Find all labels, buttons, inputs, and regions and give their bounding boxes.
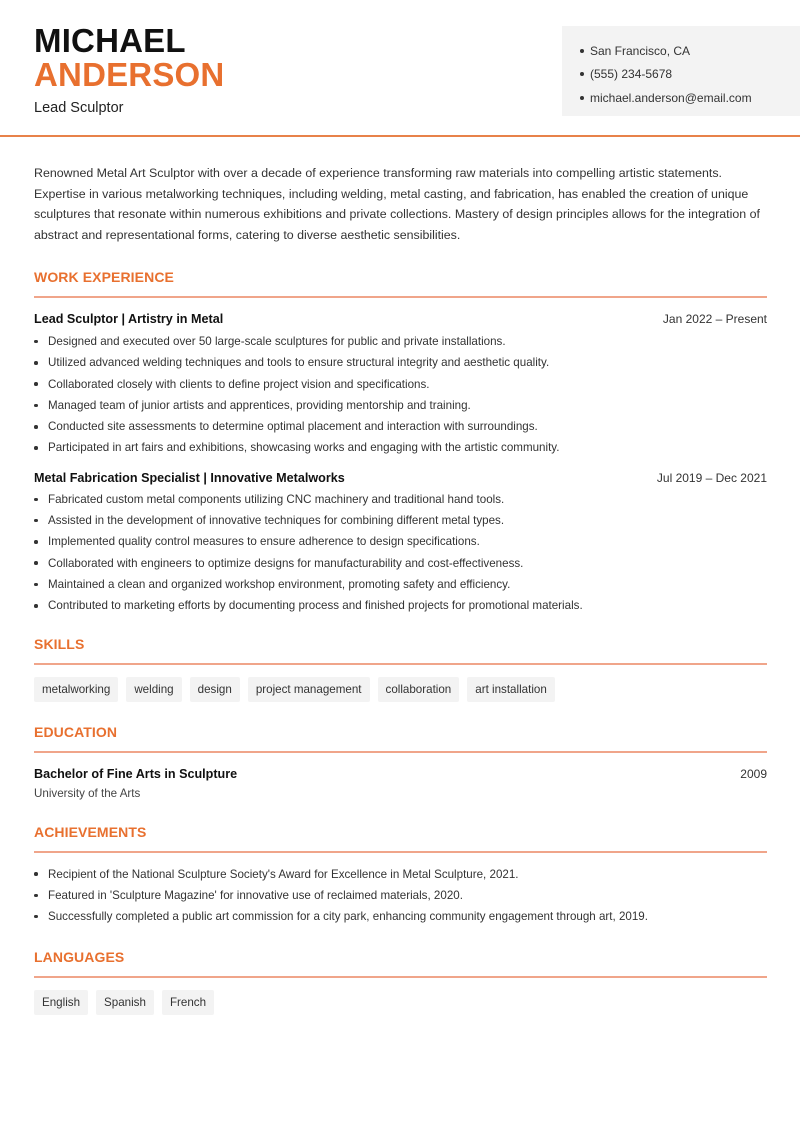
bullet-icon — [34, 446, 38, 450]
list-item — [34, 352, 767, 373]
skill-tag: design — [190, 677, 240, 702]
section-divider — [34, 296, 767, 298]
list-item-text: Designed and executed over 50 large-scale sculptures for public and private installations. — [48, 334, 506, 348]
list-item-text: Conducted site assessments to determine optimal placement and interaction with surroundings. — [48, 420, 538, 434]
last-name: ANDERSON — [34, 56, 225, 93]
bullet-icon — [34, 404, 38, 408]
phone-text: (555) 234-5678 — [590, 67, 673, 82]
skill-tags — [34, 677, 767, 702]
language-tag: English — [34, 990, 88, 1015]
list-item-text: Fabricated custom metal components utilizing CNC machinery and traditional hand tools. — [48, 492, 505, 506]
list-item-text: Assisted in the development of innovative techniques for combining different metal types. — [48, 514, 505, 528]
list-item-text: Maintained a clean and organized workshop environment, promoting safety and efficiency. — [48, 577, 511, 591]
list-item — [34, 437, 767, 458]
list-item — [34, 395, 767, 416]
list-item-text: Collaborated with engineers to optimize designs for manufacturability and cost-effectiveness. — [48, 556, 524, 570]
job-header — [34, 471, 767, 485]
skill-tag: metalworking — [34, 677, 118, 702]
bullet-icon — [34, 915, 38, 919]
education-header — [34, 767, 767, 781]
list-item — [34, 595, 767, 616]
bullet-icon — [34, 583, 38, 587]
bullet-icon — [34, 894, 38, 898]
list-item — [34, 489, 767, 510]
list-item-text: Implemented quality control measures to ensure adherence to design specifications. — [48, 535, 480, 549]
list-item-text: Successfully completed a public art commission for a city park, enhancing community engagement through art, 2019. — [48, 910, 648, 924]
job-dates: Jul 2019 – Dec 2021 — [656, 470, 767, 485]
bullet-icon — [34, 361, 38, 365]
achievement-list — [34, 863, 767, 927]
first-name: MICHAEL — [34, 22, 186, 59]
list-item — [34, 863, 767, 884]
bullet-icon — [580, 72, 584, 76]
bullet-icon — [34, 498, 38, 502]
bullet-icon — [34, 340, 38, 344]
section-work-experience — [34, 269, 767, 617]
list-item — [34, 510, 767, 531]
section-skills — [34, 636, 767, 702]
language-tag: French — [162, 990, 214, 1015]
list-item — [34, 574, 767, 595]
contact-email — [580, 86, 800, 110]
list-item — [34, 885, 767, 906]
name-block — [34, 24, 224, 116]
section-divider — [34, 663, 767, 665]
list-item-text: Utilized advanced welding techniques and tools to ensure structural integrity and aesthetic quality. — [48, 356, 550, 370]
section-title: EDUCATION — [34, 724, 118, 741]
summary: Renowned Metal Art Sculptor with over a decade of experience transforming raw materials into compelling artistic statements. Expertise in various metalworking techniques, including welding, metal casting, and fabrication, has enabled the creation of unique sculptures that resonate within numerous exhibitions and private collections. Mastery of design principles allows for the integration of abstract and representational forms, catering to diverse aesthetic sensibilities. — [34, 166, 760, 243]
list-item — [34, 416, 767, 437]
job-dates: Jan 2022 – Present — [662, 311, 767, 326]
section-title: LANGUAGES — [34, 949, 125, 966]
contact-phone — [580, 63, 800, 87]
section-divider — [34, 976, 767, 978]
job-header — [34, 312, 767, 326]
section-title: WORK EXPERIENCE — [34, 268, 174, 285]
job-entry — [34, 471, 767, 617]
location-text: San Francisco, CA — [590, 43, 691, 58]
job-bullets — [34, 489, 767, 617]
list-item-text: Recipient of the National Sculpture Society's Award for Excellence in Metal Sculpture, 2021. — [48, 867, 519, 881]
bullet-icon — [34, 561, 38, 565]
list-item-text: Featured in 'Sculpture Magazine' for innovative use of reclaimed materials, 2020. — [48, 888, 463, 902]
job-title: Lead Sculptor — [34, 100, 124, 116]
resume-body — [34, 163, 767, 1015]
skill-tag: project management — [248, 677, 370, 702]
skill-tag: welding — [126, 677, 181, 702]
contact-box — [562, 26, 800, 116]
language-tag: Spanish — [96, 990, 154, 1015]
bullet-icon — [34, 519, 38, 523]
resume-header — [0, 0, 800, 137]
list-item — [34, 331, 767, 352]
list-item-text: Collaborated closely with clients to define project vision and specifications. — [48, 377, 430, 391]
list-item-text: Participated in art fairs and exhibitions, showcasing works and engaging with the artistic community. — [48, 441, 560, 455]
list-item — [34, 373, 767, 394]
list-item — [34, 531, 767, 552]
education-year: 2009 — [740, 767, 767, 782]
bullet-icon — [580, 49, 584, 53]
job-bullets — [34, 331, 767, 459]
email-text: michael.anderson@email.com — [590, 90, 752, 105]
section-achievements — [34, 824, 767, 927]
section-languages — [34, 949, 767, 1015]
skill-tag: collaboration — [378, 677, 460, 702]
section-education — [34, 724, 767, 800]
list-item — [34, 906, 767, 927]
contact-location — [580, 39, 800, 63]
skill-tag: art installation — [467, 677, 555, 702]
job-entry — [34, 312, 767, 459]
bullet-icon — [580, 96, 584, 100]
section-divider — [34, 851, 767, 853]
section-title: ACHIEVEMENTS — [34, 824, 147, 841]
job-role: Metal Fabrication Specialist | Innovative Metalworks — [34, 470, 345, 485]
list-item-text: Contributed to marketing efforts by documenting process and finished projects for promotional materials. — [48, 599, 583, 613]
bullet-icon — [34, 382, 38, 386]
section-divider — [34, 751, 767, 753]
education-degree: Bachelor of Fine Arts in Sculpture — [34, 767, 238, 782]
bullet-icon — [34, 872, 38, 876]
job-role: Lead Sculptor | Artistry in Metal — [34, 311, 224, 326]
list-item-text: Managed team of junior artists and apprentices, providing mentorship and training. — [48, 398, 471, 412]
education-school: University of the Arts — [34, 787, 141, 801]
section-title: SKILLS — [34, 636, 85, 653]
bullet-icon — [34, 540, 38, 544]
bullet-icon — [34, 425, 38, 429]
list-item — [34, 552, 767, 573]
language-tags — [34, 990, 767, 1015]
bullet-icon — [34, 604, 38, 608]
